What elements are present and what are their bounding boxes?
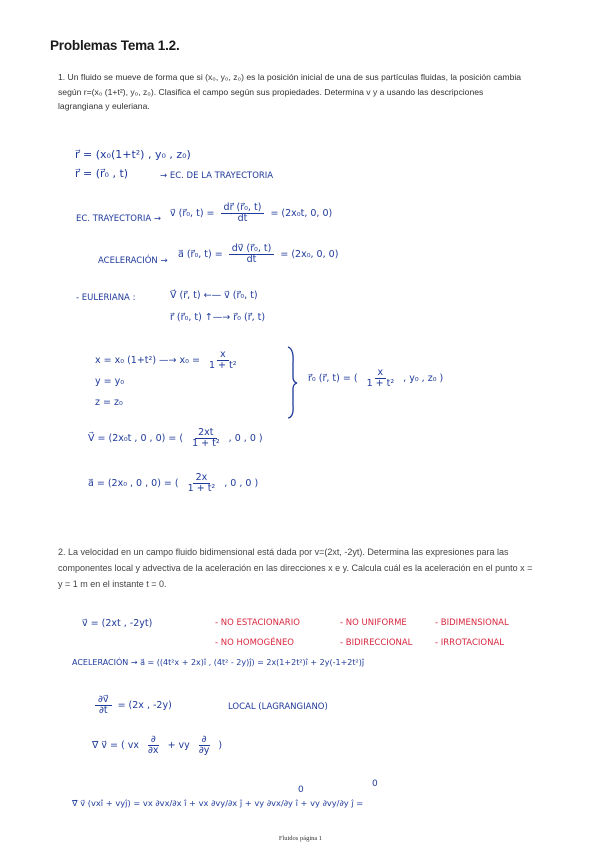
hw-V-num: 2xt — [195, 428, 216, 439]
hw-v-lhs: v⃗ (r⃗₀, t) = — [170, 207, 215, 219]
hw-nabla-def — [92, 735, 222, 756]
property-label: - BIDIRECCIONAL — [340, 638, 413, 648]
hw-z-eq: z = z₀ — [95, 397, 123, 408]
hw-advective-line: ∇⃗ v⃗ (vxî + vyĵ) = vx ∂vx/∂x î + vx ∂vy/∂x ĵ + vy ∂vx/∂y î + vy ∂vy/∂y ĵ = — [72, 798, 364, 808]
hw-r-definition: r⃗ = (x₀(1+t²) , y₀ , z₀) — [75, 148, 191, 161]
hw-local-acc — [92, 695, 172, 716]
hw-A-den: 1 + t² — [187, 482, 216, 494]
hw-v-def-2: v⃗ = (2xt , -2yt) — [82, 618, 153, 629]
hw-r0-rhs: , y₀ , z₀ ) — [403, 372, 444, 384]
property-label: - IRROTACIONAL — [435, 638, 505, 648]
hw-local-label: LOCAL (LAGRANGIANO) — [228, 702, 328, 712]
problem-2-statement: 2. La velocidad en un campo fluido bidimensional está dada por v=(2xt, -2yt). Determina las expresiones para las componentes local y advectiva de la aceleración en las direcciones x e y. Calcula cuál es la aceleración en el punto x = y = 1 m en el instante t = 0. — [58, 547, 533, 589]
hw-r0-den: 1 + t² — [366, 377, 395, 389]
hw-A-num: 2x — [193, 473, 211, 484]
hw-a-den: dt — [246, 253, 257, 265]
hw-x-num: x — [217, 350, 229, 361]
hw-x-den: 1 + t² — [208, 359, 237, 371]
property-label: - NO HOMOGÉNEO — [215, 638, 295, 648]
page-footer: Fluidos página 1 — [278, 835, 323, 842]
hw-euler-label: - EULERIANA : — [76, 293, 136, 303]
hw-nabla-rhs: ) — [218, 739, 223, 751]
hw-zero-mark-1: 0 — [298, 785, 304, 795]
curly-brace-icon — [285, 345, 299, 420]
hw-V-den: 1 + t² — [192, 437, 220, 449]
hw-r0-num: x — [375, 368, 387, 379]
property-label: - NO ESTACIONARIO — [215, 618, 300, 628]
hw-euler-v: V⃗ (r⃗, t) ←— v⃗ (r⃗₀, t) — [170, 290, 258, 301]
hw-local-den: ∂t — [98, 704, 108, 716]
hw-ec-label: → EC. DE LA TRAYECTORIA — [160, 171, 274, 181]
hw-nabla-num1: ∂ — [148, 735, 159, 746]
hw-nabla-num2: ∂ — [199, 735, 210, 746]
hw-nabla-mid: + vy — [167, 739, 190, 751]
hw-a-num: dv⃗ (r⃗₀, t) — [229, 244, 275, 255]
hw-A-rhs: , 0 , 0 ) — [224, 477, 259, 489]
hw-A-lhs: a⃗ = (2x₀ , 0 , 0) = ( — [88, 477, 179, 489]
hw-r-short: r⃗ = (r⃗₀ , t) — [75, 167, 129, 180]
hw-v-rhs: = (2x₀t, 0, 0) — [270, 207, 333, 219]
hw-local-rhs: = (2x , -2y) — [117, 699, 172, 711]
hw-zero-mark-2: 0 — [372, 779, 378, 789]
hw-nabla-lhs: ∇⃗ v⃗ = ( vx — [92, 739, 139, 751]
hw-y-eq: y = y₀ — [95, 376, 125, 387]
hw-a-lhs: a⃗ (r⃗₀, t) = — [178, 248, 223, 260]
hw-acc-lagrange — [178, 244, 338, 265]
hw-A-euler — [88, 473, 258, 494]
hw-r0-euler — [308, 368, 443, 389]
hw-local-num: ∂v⃗ — [95, 695, 112, 706]
page-title: Problemas Tema 1.2. — [50, 38, 180, 53]
hw-euler-r: r⃗ (r⃗₀, t) ↑—→ r⃗₀ (r⃗, t) — [170, 312, 266, 323]
property-label: - BIDIMENSIONAL — [435, 618, 509, 628]
hw-x-lhs: x = x₀ (1+t²) —→ x₀ = — [95, 354, 200, 366]
hw-a-rhs: = (2x₀, 0, 0) — [280, 248, 339, 260]
hw-nabla-den1: ∂x — [148, 744, 159, 756]
hw-acc-line-2: ACELERACIÓN → a⃗ = ((4t²x + 2x)î , (4t² - 2y)ĵ) = 2x(1+2t²)î + 2y(-1+2t²)ĵ — [72, 658, 365, 667]
hw-r0-lhs: r⃗₀ (r⃗, t) = ( — [308, 372, 358, 384]
hw-traj-label: EC. TRAYECTORIA → — [76, 214, 162, 224]
problem-1-statement: 1. Un fluido se mueve de forma que si (x₀, y₀, z₀) es la posición inicial de una de sus partículas fluidas, la posición cambia según r=(x₀ (1+t²), y₀, z₀). Clasifica el campo según sus propiedades. Determina v y a usando las descripciones lagrangiana y euleriana. — [58, 72, 522, 111]
hw-velocity-lagrange — [170, 203, 332, 224]
hw-v-num: dr⃗ (r⃗₀, t) — [221, 203, 265, 214]
hw-v-den: dt — [237, 212, 248, 224]
hw-V-rhs: , 0 , 0 ) — [228, 432, 263, 444]
hw-x-eq — [95, 350, 243, 371]
hw-nabla-den2: ∂y — [198, 744, 210, 756]
hw-V-euler — [88, 428, 263, 449]
property-label: - NO UNIFORME — [340, 618, 407, 628]
hw-V-lhs: V⃗ = (2x₀t , 0 , 0) = ( — [88, 432, 184, 444]
hw-acc-label: ACELERACIÓN → — [98, 256, 168, 266]
